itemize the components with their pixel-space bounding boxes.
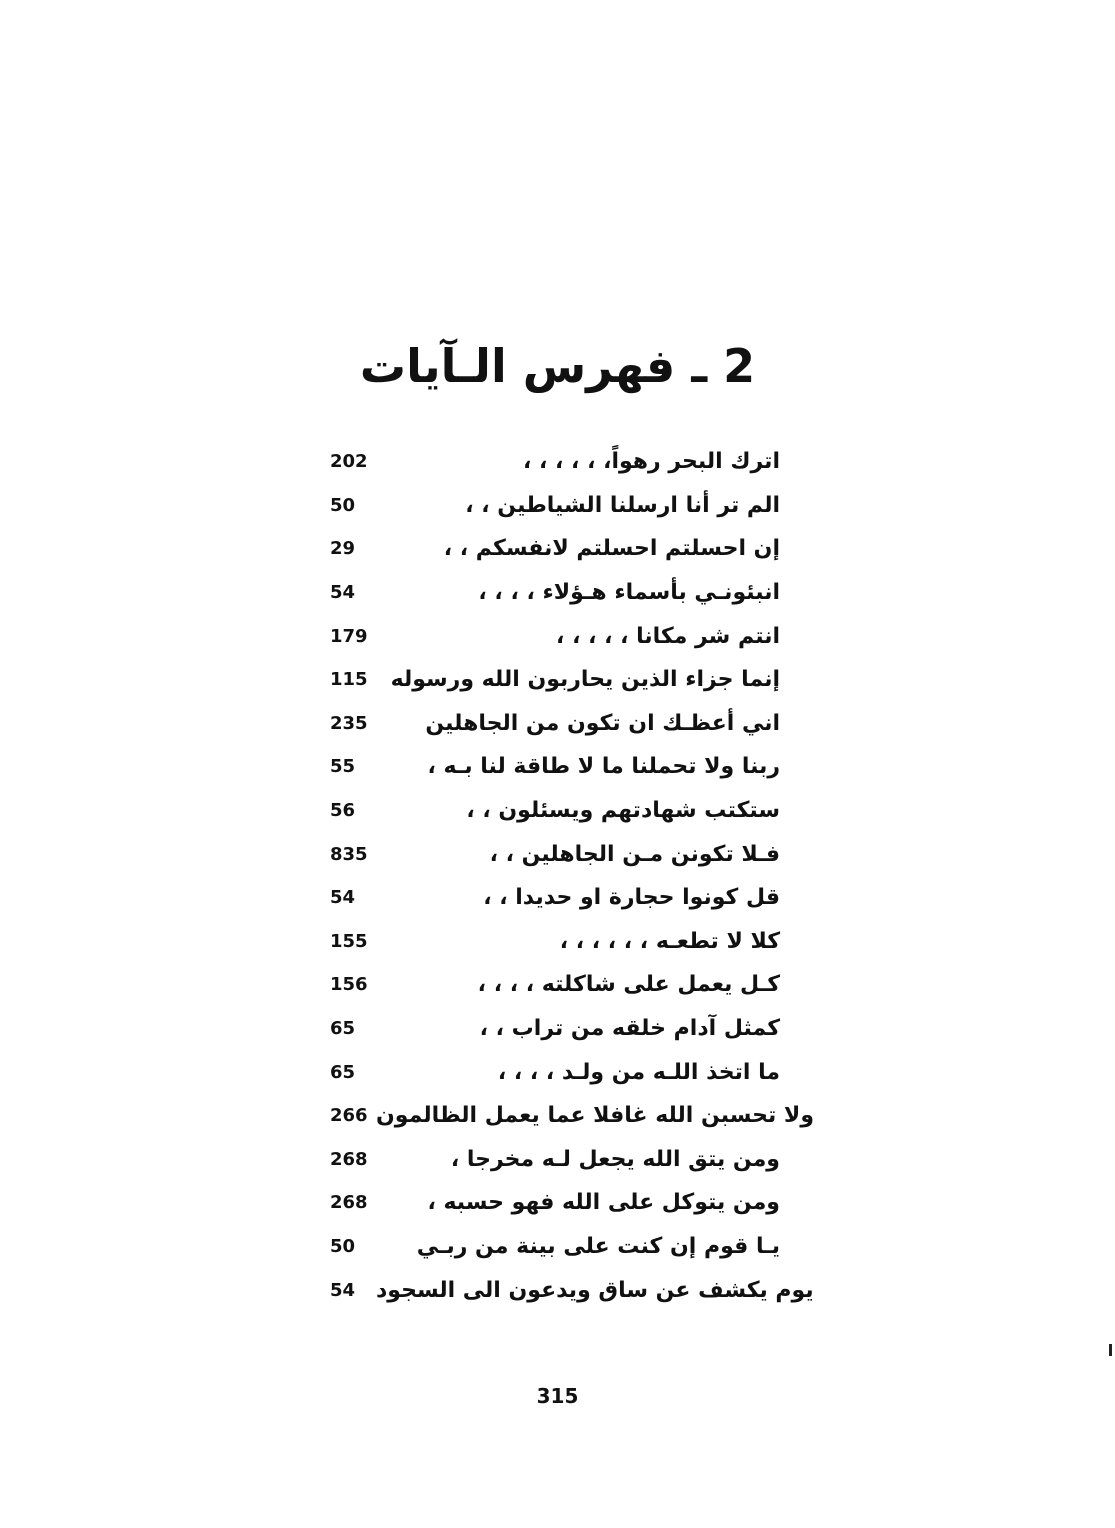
index-verse-text: إن احسلتم احسلتم لانفسكم ، ، [443,536,780,562]
index-verse-text: إنما جزاء الذين يحاربون الله ورسوله [390,667,780,693]
index-page-number: 268 [330,1192,368,1214]
index-page-number: 235 [330,712,368,734]
index-page-number: 54 [330,1279,356,1301]
index-verse-text: اترك البحر رهواً، ، ، ، ، ، [523,449,780,475]
index-page-number: 835 [330,843,368,865]
index-page-number: 54 [330,887,356,909]
index-verse-text: انتم شر مكانا ، ، ، ، ، [556,623,780,649]
page-title: 2 ـ فهرس الـآيات [359,338,756,393]
index-verse-text: ولا تحسبن الله غافلا عما يعمل الظالمون [376,1103,814,1129]
index-row [330,789,780,833]
index-row [330,440,780,484]
index-page-number: 179 [330,625,368,647]
index-row [330,1094,814,1138]
index-page-number: 50 [330,1235,356,1257]
index-verse-text: كـل يعمل على شاكلته ، ، ، ، [477,972,780,998]
index-row [330,1225,780,1269]
index-row [330,1268,814,1312]
index-page-number: 268 [330,1148,368,1170]
index-row [330,1181,780,1225]
index-verse-text: ربنا ولا تحملنا ما لا طاقة لنا بـه ، [427,754,780,780]
index-page-number: 156 [330,974,368,996]
index-page-number: 65 [330,1061,356,1083]
scan-artifact-mark [1109,1344,1112,1356]
index-page-number: 50 [330,494,356,516]
verse-index-list [330,440,814,1312]
index-row [330,1007,780,1051]
index-row [330,571,780,615]
index-row [330,876,780,920]
index-verse-text: يـا قوم إن كنت على بينة من ربـي [416,1233,780,1259]
index-page-number: 54 [330,582,356,604]
index-verse-text: كلا لا تطعـه ، ، ، ، ، ، [559,928,780,954]
index-verse-text: الم تر أنا ارسلنا الشياطين ، ، [465,492,780,518]
index-row [330,658,780,702]
index-page-number: 55 [330,756,356,778]
index-page-number: 56 [330,800,356,822]
index-verse-text: فـلا تكونن مـن الجاهلين ، ، [489,841,780,867]
index-row [330,702,780,746]
page-number: 315 [536,1384,579,1408]
index-verse-text: اني أعظـك ان تكون من الجاهلين [425,710,780,736]
index-verse-text: يوم يكشف عن ساق ويدعون الى السجود [376,1277,814,1303]
index-row [330,484,780,528]
index-row [330,527,780,571]
index-verse-text: ومن يتق الله يجعل لـه مخرجا ، [450,1146,780,1172]
index-page-number: 202 [330,451,368,473]
index-row [330,920,780,964]
index-verse-text: ومن يتوكل على الله فهو حسبه ، [427,1190,780,1216]
index-page-number: 115 [330,669,368,691]
index-page-number: 65 [330,1018,356,1040]
index-row [330,614,780,658]
index-page-number: 29 [330,538,356,560]
index-page-number: 266 [330,1105,368,1127]
index-row [330,1138,780,1182]
index-verse-text: انبئونـي بأسماء هـؤلاء ، ، ، ، [478,580,780,606]
index-row [330,745,780,789]
index-verse-text: قل كونوا حجارة او حديدا ، ، [483,885,780,911]
index-verse-text: كمثل آدام خلقه من تراب ، ، [479,1016,780,1042]
index-row [330,963,780,1007]
index-verse-text: ما اتخذ اللـه من ولـد ، ، ، ، [497,1059,780,1085]
index-page-number: 155 [330,930,368,952]
index-row [330,832,780,876]
index-verse-text: ستكتب شهادتهم ويسئلون ، ، [466,798,780,824]
index-row [330,1050,780,1094]
